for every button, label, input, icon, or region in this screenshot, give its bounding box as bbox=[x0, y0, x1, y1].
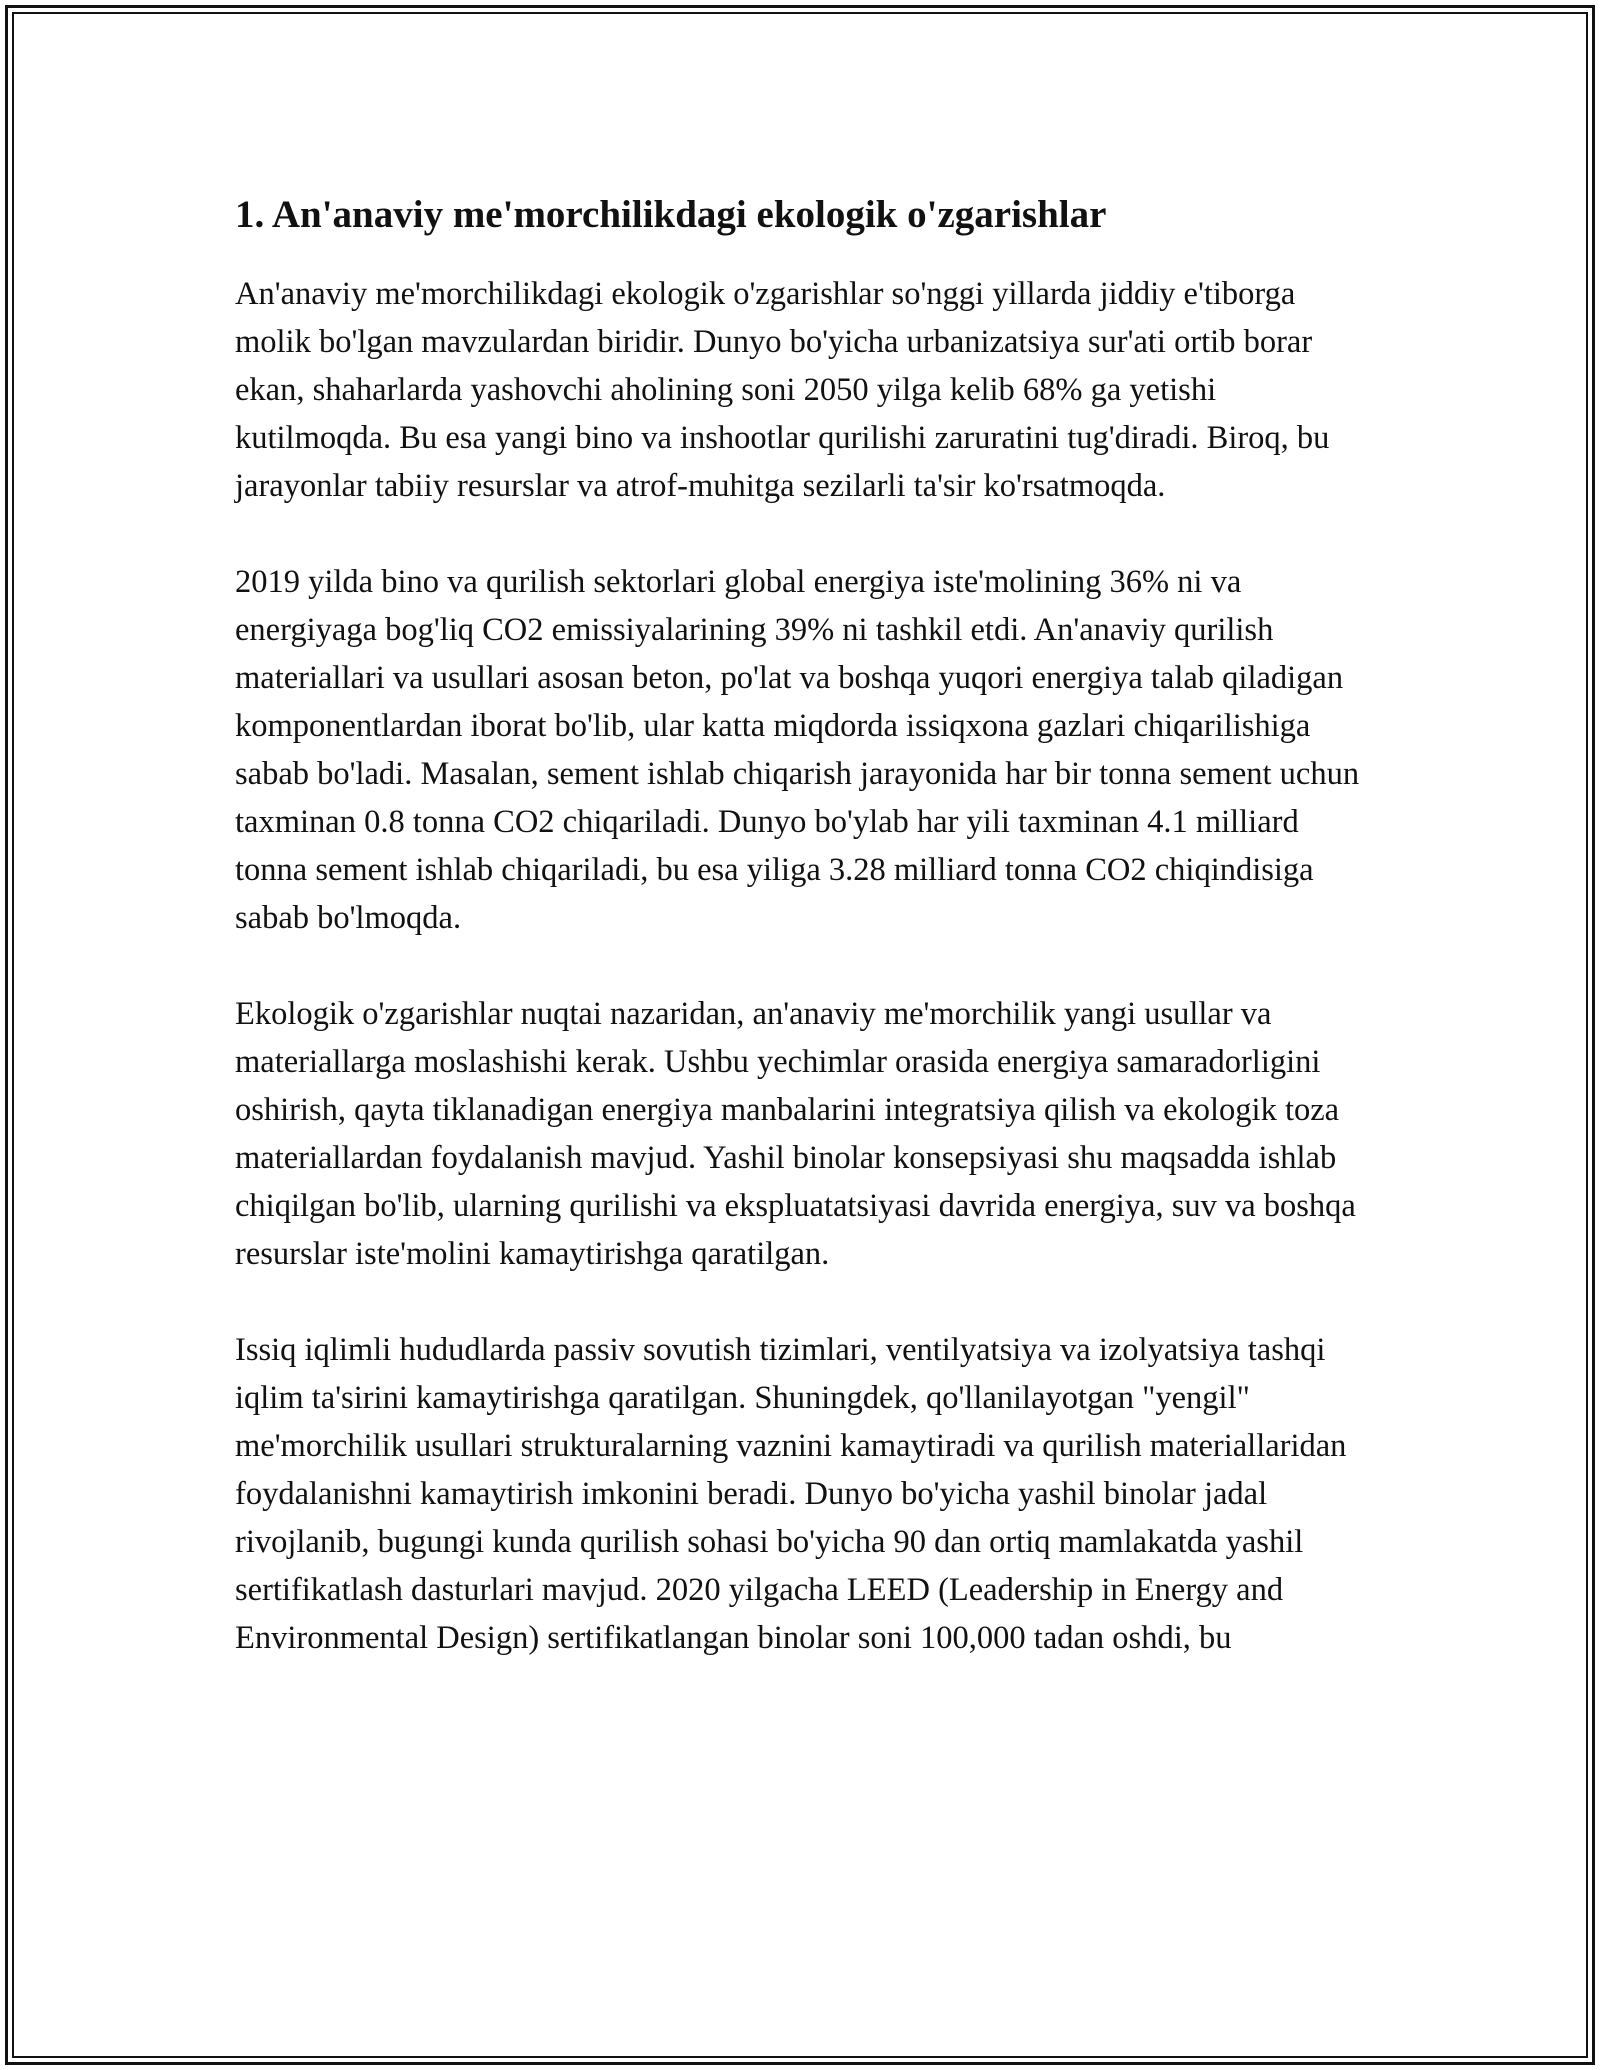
section-heading: 1. An'anaviy me'morchilikdagi ekologik o'zgarishlar bbox=[235, 193, 1107, 236]
document-body bbox=[235, 188, 1375, 1710]
paragraph-1: An'anaviy me'morchilikdagi ekologik o'zgarishlar so'nggi yillarda jiddiy e'tiborga molik bo'lgan mavzulardan biridir. Dunyo bo'yicha urbanizatsiya sur'ati ortib borar ekan, shaharlarda yashovchi aholining soni 2050 yilga kelib 68% ga yetishi kutilmoqda. Bu esa yangi bino va inshootlar qurilishi zaruratini tug'diradi. Biroq, bu jarayonlar tabiiy resurslar va atrof-muhitga sezilarli ta'sir ko'rsatmoqda. bbox=[235, 276, 1330, 504]
paragraph-4: Issiq iqlimli hududlarda passiv sovutish tizimlari, ventilyatsiya va izolyatsiya tashqi iqlim ta'sirini kamaytirishga qaratilgan. Shuningdek, qo'llanilayotgan "yengil" me'morchilik usullari strukturalarning vaznini kamaytiradi va qurilish materiallaridan foydalanishni kamaytirish imkonini beradi. Dunyo bo'yicha yashil binolar jadal rivojlanib, bugungi kunda qurilish sohasi bo'yicha 90 dan ortiq mamlakatda yashil sertifikatlash dasturlari mavjud. 2020 yilgacha LEED (Leadership in Energy and Environmental Design) sertifikatlangan binolar soni 100,000 tadan oshdi, bu bbox=[235, 1332, 1347, 1656]
paragraph-3: Ekologik o'zgarishlar nuqtai nazaridan, an'anaviy me'morchilik yangi usullar va materiallarga moslashishi kerak. Ushbu yechimlar orasida energiya samaradorligini oshirish, qayta tiklanadigan energiya manbalarini integratsiya qilish va ekologik toza materiallardan foydalanish mavjud. Yashil binolar konsepsiyasi shu maqsadda ishlab chiqilgan bo'lib, ularning qurilishi va ekspluatatsiyasi davrida energiya, suv va boshqa resurslar iste'molini kamaytirishga qaratilgan. bbox=[235, 996, 1356, 1272]
paragraph-2: 2019 yilda bino va qurilish sektorlari global energiya iste'molining 36% ni va energiyaga bog'liq CO2 emissiyalarining 39% ni tashkil etdi. An'anaviy qurilish materiallari va usullari asosan beton, po'lat va boshqa yuqori energiya talab qiladigan komponentlardan iborat bo'lib, ular katta miqdorda issiqxona gazlari chiqarilishiga sabab bo'ladi. Masalan, sement ishlab chiqarish jarayonida har bir tonna sement uchun taxminan 0.8 tonna CO2 chiqariladi. Dunyo bo'ylab har yili taxminan 4.1 milliard tonna sement ishlab chiqariladi, bu esa yiliga 3.28 milliard tonna CO2 chiqindisiga sabab bo'lmoqda. bbox=[235, 564, 1360, 936]
